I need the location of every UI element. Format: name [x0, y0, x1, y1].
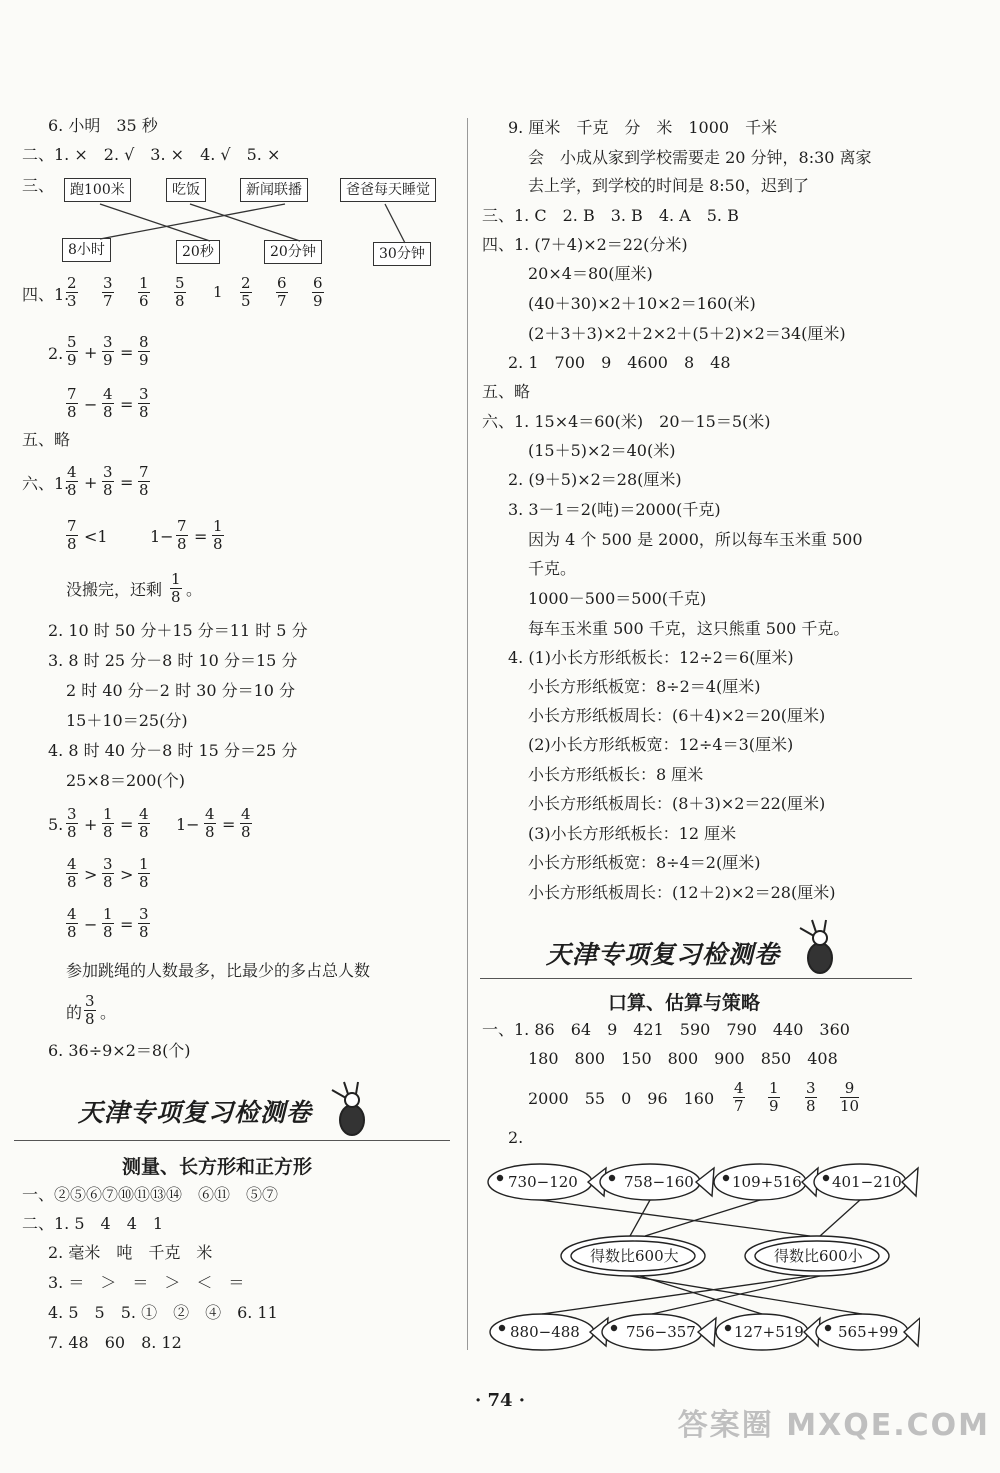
- answer-line: 4. 8 时 40 分－8 时 15 分＝25 分: [48, 741, 298, 760]
- answer-line: 3. 8 时 25 分－8 时 10 分＝15 分: [48, 651, 298, 670]
- fraction: $\frac{7}{8}$: [67, 517, 77, 553]
- fraction: $\frac{1}{8}$: [171, 570, 181, 606]
- answer-line: 因为 4 个 500 是 2000，所以每车玉米重 500: [528, 530, 863, 549]
- fraction: $\frac{3}{8}$: [67, 805, 77, 841]
- denominator: 9: [103, 351, 113, 369]
- numerator: 5: [67, 333, 77, 351]
- math-text: 1−: [176, 815, 200, 834]
- denominator: 6: [139, 292, 149, 310]
- denominator: 9: [139, 351, 149, 369]
- match-box-bottom: 8小时: [62, 238, 111, 262]
- math-text: 1−: [150, 527, 174, 546]
- denominator: 8: [175, 292, 185, 310]
- fraction: [66, 464, 78, 499]
- numerator: 5: [175, 274, 185, 292]
- fraction: $\frac{1}{8}$: [103, 805, 113, 841]
- fraction: [138, 464, 150, 499]
- answer-line: 小长方形纸板周长：(12＋2)×2＝28(厘米): [528, 883, 836, 902]
- section-title: 口算、估算与策略: [608, 992, 761, 1014]
- match-box-bottom: 20秒: [176, 240, 220, 264]
- math-operator: +: [84, 473, 98, 492]
- answer-line: 2. 1 700 9 4600 8 48: [508, 353, 731, 372]
- item-label: 2.: [48, 344, 64, 363]
- numerator: 2: [241, 274, 251, 292]
- match-box-top: 跑100米: [64, 178, 131, 202]
- section-title: 测量、长方形和正方形: [122, 1156, 313, 1178]
- numerator: 7: [139, 463, 149, 481]
- math-operator: =: [120, 343, 134, 362]
- rabbit-mascot-icon: [322, 1080, 382, 1140]
- answer-line: 2000 55 0 96 160: [528, 1089, 715, 1108]
- fraction: [276, 275, 288, 310]
- numerator: 8: [139, 333, 149, 351]
- match-box-bottom: 30分钟: [373, 242, 431, 266]
- fraction: $\frac{4}{8}$: [67, 855, 77, 891]
- section-label: 六、1.: [22, 474, 70, 493]
- denominator: 10: [840, 1097, 860, 1115]
- answer-line: 1000－500＝500(千克): [528, 589, 707, 608]
- answer-line: 千克。: [528, 559, 577, 578]
- answer-line: 四、1. (7＋4)×2＝22(分米): [482, 235, 688, 254]
- math-text: −: [84, 915, 98, 934]
- answer-line: 2 时 40 分－2 时 30 分＝10 分: [66, 681, 296, 700]
- answer-line: (15＋5)×2＝40(米): [528, 441, 676, 460]
- fish-expression: 127+519: [734, 1323, 804, 1341]
- fraction: [102, 386, 114, 421]
- section-label: 三、: [22, 176, 55, 195]
- math-text: =: [120, 915, 134, 934]
- math-text: =: [120, 815, 134, 834]
- denominator: 8: [103, 481, 113, 499]
- denominator: 7: [103, 292, 113, 310]
- numerator: 6: [277, 274, 287, 292]
- plate-label: 得数比600大: [590, 1247, 679, 1265]
- numerator: 3: [103, 333, 113, 351]
- fraction: [840, 1080, 859, 1115]
- answer-line: 2. (9＋5)×2＝28(厘米): [508, 470, 682, 489]
- answer-line: 180 800 150 800 900 850 408: [528, 1049, 838, 1068]
- math-operator: −: [84, 395, 98, 414]
- math-text: =: [194, 527, 208, 546]
- fraction: $\frac{1}{8}$: [139, 855, 149, 891]
- answer-line: 6. 小明 35 秒: [48, 116, 158, 135]
- numerator: 4: [67, 463, 77, 481]
- section-rule: [14, 1140, 450, 1141]
- answer-line: 小长方形纸板周长：(8＋3)×2＝22(厘米): [528, 794, 826, 813]
- numerator: 3: [103, 463, 113, 481]
- watermark: [678, 1400, 990, 1444]
- answer-line: 参加跳绳的人数最多，比最少的多占总人数: [66, 961, 371, 980]
- fraction: $\frac{7}{8}$: [177, 517, 187, 553]
- answer-line: (2)小长方形纸板宽：12÷4＝3(厘米): [528, 735, 794, 754]
- numerator: 3: [103, 274, 113, 292]
- rabbit-mascot-icon: [790, 918, 850, 978]
- answer-line: 的: [66, 1003, 83, 1022]
- answer-line: 六、1. 15×4＝60(米) 20－15＝5(米): [482, 412, 771, 431]
- section-banner: 天津专项复习检测卷: [546, 940, 781, 969]
- answer-line: 没搬完，还剩: [66, 580, 163, 599]
- numerator: 7: [67, 385, 77, 403]
- section-rule: [480, 978, 912, 979]
- numerator: 1: [769, 1079, 779, 1097]
- denominator: 3: [67, 292, 77, 310]
- answer-line: (3)小长方形纸板长：12 厘米: [528, 824, 737, 843]
- numerator: 4: [734, 1079, 744, 1097]
- numerator: 9: [840, 1080, 859, 1098]
- numerator: 1: [213, 283, 223, 301]
- fraction: [212, 275, 224, 301]
- answer-line: 二、1. × 2. √ 3. × 4. √ 5. ×: [22, 145, 281, 164]
- fish-expression: 880−488: [510, 1323, 580, 1341]
- match-box-top: 吃饭: [166, 178, 206, 202]
- fraction: [174, 275, 186, 310]
- fraction: $\frac{1}{8}$: [213, 517, 223, 553]
- fraction: [138, 334, 150, 369]
- answer-line: 一、②⑤⑥⑦⑩⑪⑬⑭ ⑥⑪ ⑤⑦: [22, 1185, 279, 1204]
- plate-label: 得数比600小: [774, 1247, 863, 1265]
- answer-line: 25×8＝200(个): [66, 771, 185, 790]
- answer-line: 小长方形纸板宽：8÷4＝2(厘米): [528, 853, 761, 872]
- fraction: [312, 275, 324, 310]
- denominator: 8: [67, 481, 77, 499]
- answer-line: 3. ＝ ＞ ＝ ＞ ＜ ＝: [48, 1273, 245, 1292]
- fraction: $\frac{4}{8}$: [205, 805, 215, 841]
- fish-expression: 758−160: [624, 1173, 694, 1191]
- fraction: $\frac{4}{8}$: [67, 905, 77, 941]
- fraction: [805, 1080, 817, 1115]
- answer-line: 小长方形纸板长：8 厘米: [528, 765, 704, 784]
- answer-line: 每车玉米重 500 千克，这只熊重 500 千克。: [528, 619, 850, 638]
- math-text: >: [84, 865, 98, 884]
- math-text: >: [120, 865, 134, 884]
- denominator: 8: [67, 403, 77, 421]
- fraction: [768, 1080, 780, 1115]
- answer-line: 2. 毫米 吨 千克 米: [48, 1243, 213, 1262]
- section-label: 四、1.: [22, 285, 70, 304]
- answer-line: 6. 36÷9×2＝8(个): [48, 1041, 191, 1060]
- fraction: [102, 275, 114, 310]
- fraction: [66, 334, 78, 369]
- answer-line: 二、1. 5 4 4 1: [22, 1214, 164, 1233]
- match-box-bottom: 20分钟: [264, 240, 322, 264]
- fish-expression: 756−357: [626, 1323, 696, 1341]
- numerator: 1: [139, 274, 149, 292]
- answer-line: 15＋10＝25(分): [66, 711, 188, 730]
- answer-line: 20×4＝80(厘米): [528, 264, 653, 283]
- answer-line: 一、1. 86 64 9 421 590 790 440 360: [482, 1020, 850, 1039]
- math-operator: +: [84, 343, 98, 362]
- fraction: $\frac{1}{8}$: [103, 905, 113, 941]
- fish-expression: 565+99: [838, 1323, 899, 1341]
- answer-line: 三、1. C 2. B 3. B 4. A 5. B: [482, 206, 739, 225]
- fish-expression: 401−210: [832, 1173, 902, 1191]
- column-divider: [467, 118, 468, 1350]
- answer-line: 4. 5 5 5. ① ② ④ 6. 11: [48, 1303, 278, 1322]
- match-box-top: 爸爸每天睡觉: [340, 178, 436, 202]
- fish-expression: 109+516: [732, 1173, 802, 1191]
- fraction: [102, 464, 114, 499]
- math-text: =: [222, 815, 236, 834]
- watermark-text: 答案圈 MXQE.COM: [677, 1408, 990, 1443]
- answer-line: 会 小成从家到学校需要走 20 分钟，8:30 离家: [528, 148, 872, 167]
- denominator: 9: [67, 351, 77, 369]
- math-text: <1: [84, 527, 108, 546]
- answer-line: 2. 10 时 50 分＋15 分＝11 时 5 分: [48, 621, 308, 640]
- fraction: [138, 275, 150, 310]
- fraction: $\frac{4}{8}$: [241, 805, 251, 841]
- item-label: 5.: [48, 815, 64, 834]
- denominator: 8: [139, 403, 149, 421]
- denominator: 5: [241, 292, 251, 310]
- denominator: 8: [103, 403, 113, 421]
- answer-line: 7. 48 60 8. 12: [48, 1333, 182, 1352]
- section-banner: 天津专项复习检测卷: [78, 1098, 313, 1127]
- numerator: 2: [67, 274, 77, 292]
- section-label: 五、略: [22, 430, 71, 449]
- denominator: 9: [769, 1097, 779, 1115]
- answer-line: 小长方形纸板周长：(6＋4)×2＝20(厘米): [528, 706, 826, 725]
- section-label: 五、略: [482, 382, 531, 401]
- answer-line: (2＋3＋3)×2＋2×2＋(5＋2)×2＝34(厘米): [528, 324, 846, 343]
- fraction: [733, 1080, 745, 1115]
- fraction: $\frac{4}{8}$: [139, 805, 149, 841]
- answer-line: (40＋30)×2＋10×2＝160(米): [528, 294, 756, 313]
- page-number: · 74 ·: [474, 1390, 526, 1411]
- fraction: [66, 275, 78, 310]
- item-label: 2.: [508, 1128, 524, 1147]
- math-operator: =: [120, 473, 134, 492]
- denominator: 8: [139, 481, 149, 499]
- numerator: 3: [139, 385, 149, 403]
- math-operator: =: [120, 395, 134, 414]
- fraction: [240, 275, 252, 310]
- fraction: [102, 334, 114, 369]
- fraction: $\frac{3}{8}$: [85, 992, 95, 1028]
- denominator: 7: [277, 292, 287, 310]
- matching-lines: [0, 0, 470, 270]
- denominator: 7: [734, 1097, 744, 1115]
- denominator: 9: [313, 292, 323, 310]
- answer-line: 4. (1)小长方形纸板长：12÷2＝6(厘米): [508, 648, 794, 667]
- match-box-top: 新闻联播: [240, 178, 308, 202]
- denominator: 8: [806, 1097, 816, 1115]
- fraction: [138, 386, 150, 421]
- fraction: $\frac{3}{8}$: [103, 855, 113, 891]
- answer-line: 9. 厘米 千克 分 米 1000 千米: [508, 118, 778, 137]
- answer-line: 。: [186, 580, 203, 599]
- math-text: +: [84, 815, 98, 834]
- fish-expression: 730−120: [508, 1173, 578, 1191]
- answer-line: 去上学，到学校的时间是 8:50，迟到了: [528, 176, 810, 195]
- answer-line: 小长方形纸板宽：8÷2＝4(厘米): [528, 677, 761, 696]
- fraction: [66, 386, 78, 421]
- fraction: $\frac{3}{8}$: [139, 905, 149, 941]
- answer-line: 。: [100, 1003, 117, 1022]
- numerator: 4: [103, 385, 113, 403]
- numerator: 6: [313, 274, 323, 292]
- answer-line: 3. 3－1＝2(吨)＝2000(千克): [508, 500, 721, 519]
- numerator: 3: [806, 1079, 816, 1097]
